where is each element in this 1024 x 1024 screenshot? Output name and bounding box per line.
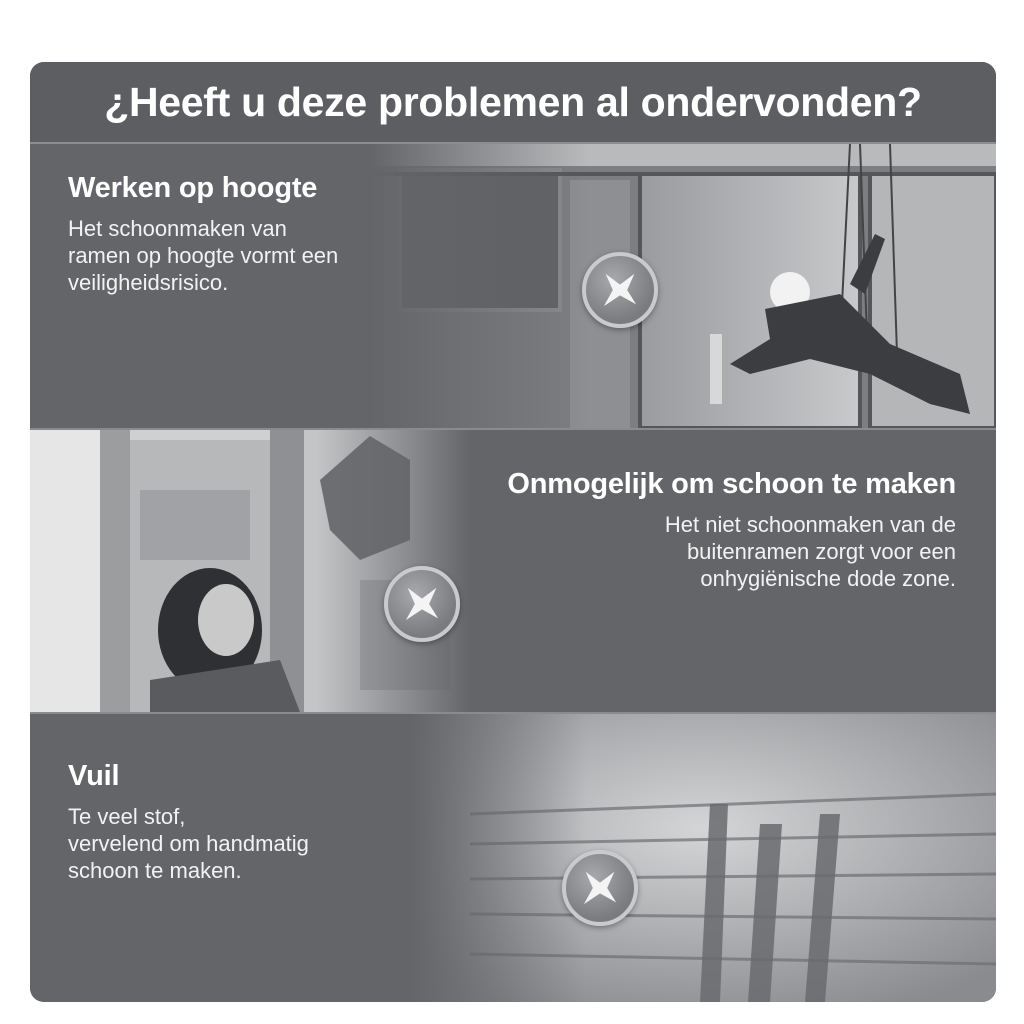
x-icon xyxy=(562,850,638,926)
window-cleaner-on-rope-photo xyxy=(370,144,996,428)
x-icon xyxy=(384,566,460,642)
header-bar xyxy=(30,62,996,144)
x-icon xyxy=(582,252,658,328)
problem-description: Het niet schoonmaken van de buitenramen zorgt voor een onhygiënische dode zone. xyxy=(664,512,956,591)
problem-title: Vuil xyxy=(68,760,120,792)
problem-title: Werken op hoogte xyxy=(68,172,318,204)
problems-card xyxy=(30,62,996,1002)
problem-text-impossible xyxy=(507,468,956,592)
page-title: ¿Heeft u deze problemen al ondervonden? xyxy=(104,78,922,125)
problem-title: Onmogelijk om schoon te maken xyxy=(507,468,956,500)
dirty-window-glass-photo xyxy=(410,714,996,1002)
problem-text-dirt xyxy=(68,760,309,884)
problem-panel-impossible xyxy=(30,430,996,712)
problem-description: Het schoonmaken van ramen op hoogte vormt een veiligheidsrisico. xyxy=(68,216,339,295)
problem-panel-dirt xyxy=(30,714,996,1002)
problem-panel-height xyxy=(30,144,996,428)
problem-description: Te veel stof, vervelend om handmatig schoon te maken. xyxy=(68,804,309,883)
problem-text-height xyxy=(68,172,338,296)
